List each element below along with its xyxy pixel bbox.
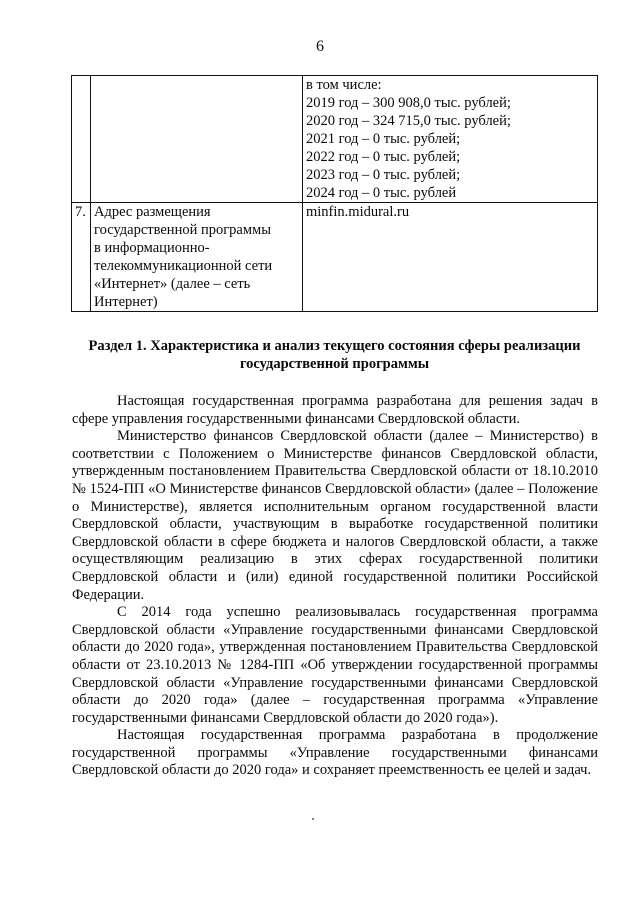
- label-line: Адрес размещения: [94, 204, 211, 220]
- value-line: 2019 год – 300 908,0 тыс. рублей;: [306, 95, 511, 111]
- row-number-cell: [72, 76, 91, 203]
- value-line: 2023 год – 0 тыс. рублей;: [306, 167, 461, 183]
- value-line: 2022 год – 0 тыс. рублей;: [306, 149, 461, 165]
- paragraph: Настоящая государственная программа разработана для решения задач в сфере управления государственными финансами Свердловской области.: [72, 393, 598, 427]
- paragraph: С 2014 года успешно реализовывалась государственная программа Свердловской области «Управление государственными финансами Свердловской области до 2020 года», утвержденная постановлением Правительства Свердловской области от 23.10.2013 № 1284-ПП «Об утверждении государственной программы Свердловской области «Управление государственными финансами Свердловской области до 2020 года» (далее – государственная программа «Управление государственными финансами Свердловской области до 2020 года»).: [72, 604, 598, 726]
- value-line: в том числе:: [306, 77, 382, 93]
- label-line: телекоммуникационной сети: [94, 258, 273, 274]
- label-line: Интернет): [94, 294, 158, 310]
- row-label-cell: [91, 76, 303, 203]
- row-label-cell: [91, 203, 303, 312]
- paragraph: Настоящая государственная программа разработана в продолжение государственной программы «Управление государственными финансами Свердловской области до 2020 года» и сохраняет преемственность ее целей и задач.: [72, 727, 598, 779]
- paragraph: Министерство финансов Свердловской области (далее – Министерство) в соответствии с Положением о Министерстве финансов Свердловской области, утвержденным постановлением Правительства Свердловской области от 18.10.2010 № 1524-ПП «О Министерстве финансов Свердловской области» (далее – Положение о Министерстве), является исполнительным органом государственной власти Свердловской области, участвующим в выработке государственной политики Свердловской области в сфере бюджета и налогов Свердловской области, а также осуществляющим реализацию в этих сферах государственной политики Свердловской области и (или) единой государственной политики Российской Федерации.: [72, 428, 598, 603]
- row-number-cell: 7.: [72, 203, 91, 312]
- label-line: государственной программы: [94, 222, 271, 238]
- table-row: [72, 76, 598, 203]
- heading-line: Раздел 1. Характеристика и анализ текущего состояния сферы реализации: [88, 338, 581, 354]
- heading-line: государственной программы: [239, 356, 430, 372]
- scan-dot: [312, 818, 314, 820]
- table-row: [72, 203, 598, 312]
- row-value-cell: [303, 76, 598, 203]
- value-line: 2020 год – 324 715,0 тыс. рублей;: [306, 113, 511, 129]
- label-line: «Интернет» (далее – сеть: [94, 276, 251, 292]
- value-line: 2021 год – 0 тыс. рублей;: [306, 131, 461, 147]
- row-value-cell: [303, 203, 598, 312]
- value-line: 2024 год – 0 тыс. рублей: [306, 185, 457, 201]
- page-number: 6: [316, 38, 324, 55]
- section-heading: [72, 337, 597, 373]
- section-body: [72, 393, 598, 780]
- program-passport-table: [71, 75, 598, 312]
- label-line: в информационно-: [94, 240, 210, 256]
- website-address: minfin.midural.ru: [306, 204, 410, 220]
